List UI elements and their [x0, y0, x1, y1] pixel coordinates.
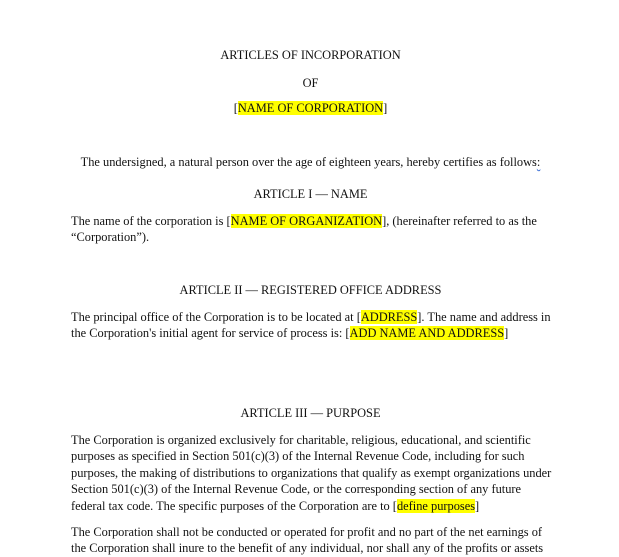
- article-3-p1-line-2: purposes as specified in Section 501(c)(3) of the Internal Revenue Code, including for such: [71, 449, 525, 464]
- define-purposes-placeholder[interactable]: define purposes: [396, 498, 476, 513]
- article-3-p1-line-5-suffix: ]: [475, 498, 480, 513]
- article-1-body: [71, 213, 561, 246]
- article-3-p2-line-1: The Corporation shall not be conducted or operated for profit and no part of the net earnings of: [71, 525, 543, 539]
- title-of: OF: [302, 76, 319, 90]
- article-1-line-1: [71, 213, 561, 229]
- article-1-heading: ARTICLE I — NAME: [253, 187, 368, 201]
- agent-name-address-placeholder[interactable]: ADD NAME AND ADDRESS: [349, 326, 505, 341]
- article-2-line-1: [71, 309, 561, 325]
- bracket-close: ]: [383, 101, 388, 115]
- intro-colon-spellcheck[interactable]: :: [536, 155, 541, 169]
- intro-paragraph: [0, 154, 619, 170]
- article-2-body: [71, 309, 561, 342]
- article-3-p1-line-3: purposes, the making of distributions to organizations that qualify as exempt organizations under: [71, 465, 552, 480]
- article-3-p1-line-1: The Corporation is organized exclusively for charitable, religious, educational, and scientific: [71, 433, 531, 447]
- article-1-line-1-prefix: The name of the corporation is [: [71, 214, 231, 228]
- article-2-line-1-prefix: The principal office of the Corporation is to be located at [: [71, 310, 361, 324]
- organization-name-placeholder[interactable]: NAME OF ORGANIZATION: [230, 214, 383, 228]
- article-3-p2-line-2: the Corporation shall inure to the benefit of any individual, nor shall any of the profits or assets: [71, 541, 544, 556]
- article-1-line-1-suffix: ], (hereinafter referred to as the: [382, 214, 537, 228]
- article-1-line-2: “Corporation”).: [71, 230, 150, 245]
- article-3-p1-line-5: [71, 498, 561, 514]
- article-3-p1-line-4: Section 501(c)(3) of the Internal Revenue Code, or the corresponding section of any future: [71, 482, 522, 497]
- article-3-paragraph-1: [71, 432, 561, 514]
- article-2-line-2-suffix: ]: [504, 326, 509, 341]
- bracket-open: [: [233, 101, 238, 115]
- corporation-name-line: [0, 100, 619, 116]
- article-2-line-1-suffix: ]. The name and address in: [417, 310, 551, 324]
- address-placeholder[interactable]: ADDRESS: [360, 310, 418, 324]
- article-3-heading: ARTICLE III — PURPOSE: [240, 406, 381, 420]
- article-3-p1-line-5-prefix: federal tax code. The specific purposes of the Corporation are to [: [71, 498, 397, 513]
- article-3-paragraph-2: [71, 524, 561, 557]
- article-2-heading: ARTICLE II — REGISTERED OFFICE ADDRESS: [179, 283, 442, 297]
- intro-text: The undersigned, a natural person over the age of eighteen years, hereby certifies as follows: [80, 155, 537, 169]
- article-2-line-2-prefix: the Corporation's initial agent for service of process is: [: [71, 326, 350, 341]
- corporation-name-placeholder[interactable]: NAME OF CORPORATION: [237, 101, 384, 115]
- document-title: ARTICLES OF INCORPORATION: [220, 48, 401, 62]
- article-2-line-2: [71, 325, 561, 341]
